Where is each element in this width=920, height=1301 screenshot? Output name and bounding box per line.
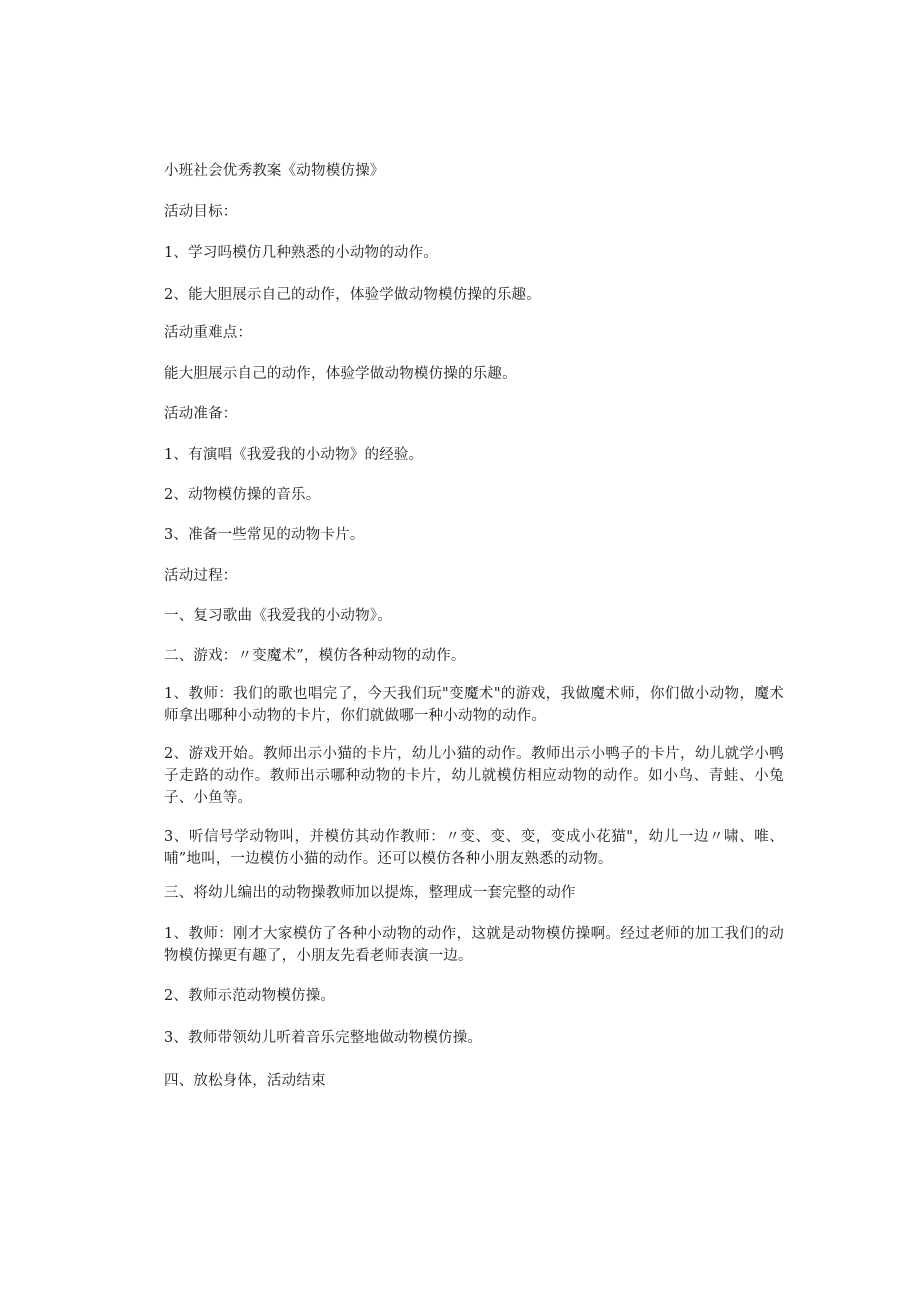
process-step-3-item-2: 2、教师示范动物模仿操。 <box>164 988 336 1004</box>
process-step-3-item-3: 3、教师带领幼儿听着音乐完整地做动物模仿操。 <box>164 1030 483 1046</box>
goal-item-2: 2、能大胆展示自己的动作，体验学做动物模仿操的乐趣。 <box>164 287 541 303</box>
process-step-2: 二、游戏：〃变魔术”，模仿各种动物的动作。 <box>164 648 466 664</box>
document-title: 小班社会优秀教案《动物模仿操》 <box>164 163 385 179</box>
process-step-2-item-1: 1、教师：我们的歌也唱完了，今天我们玩"变魔术"的游戏，我做魔术师，你们做小动物，魔术师拿出哪种小动物的卡片，你们就做哪一种小动物的动作。 <box>164 686 784 724</box>
process-step-3: 三、将幼儿编出的动物操教师加以提炼，整理成一套完整的动作 <box>164 885 576 901</box>
process-heading: 活动过程： <box>164 568 238 584</box>
process-step-3-item-1: 1、教师：刚才大家模仿了各种小动物的动作，这就是动物模仿操啊。经过老师的加工我们的动物模仿操更有趣了，小朋友先看老师表演一边。 <box>164 926 784 964</box>
key-points-text: 能大胆展示自己的动作，体验学做动物模仿操的乐趣。 <box>164 366 517 382</box>
key-points-heading: 活动重难点： <box>164 325 253 341</box>
prep-heading: 活动准备： <box>164 406 238 422</box>
goal-item-1: 1、学习吗模仿几种熟悉的小动物的动作。 <box>164 245 439 261</box>
process-step-2-item-3: 3、听信号学动物叫，并模仿其动作教师：〃变、变、变，变成小花猫"，幼儿一边〃啸、唯、哺”地叫，一边模仿小猫的动作。还可以模仿各种小朋友熟悉的动物。 <box>164 829 784 867</box>
process-step-1: 一、复习歌曲《我爱我的小动物》。 <box>164 608 392 624</box>
process-step-2-item-2: 2、游戏开始。教师出示小猫的卡片，幼儿小猫的动作。教师出示小鸭子的卡片，幼儿就学小鸭子走路的动作。教师出示哪种动物的卡片，幼儿就模仿相应动物的动作。如小鸟、青蛙、小兔子、小鱼等。 <box>164 746 784 806</box>
prep-item-3: 3、准备一些常见的动物卡片。 <box>164 527 365 543</box>
prep-item-2: 2、动物模仿操的音乐。 <box>164 487 321 503</box>
goals-heading: 活动目标： <box>164 204 238 220</box>
prep-item-1: 1、有演唱《我爱我的小动物》的经验。 <box>164 447 424 463</box>
process-step-4: 四、放松身体，活动结束 <box>164 1073 326 1089</box>
